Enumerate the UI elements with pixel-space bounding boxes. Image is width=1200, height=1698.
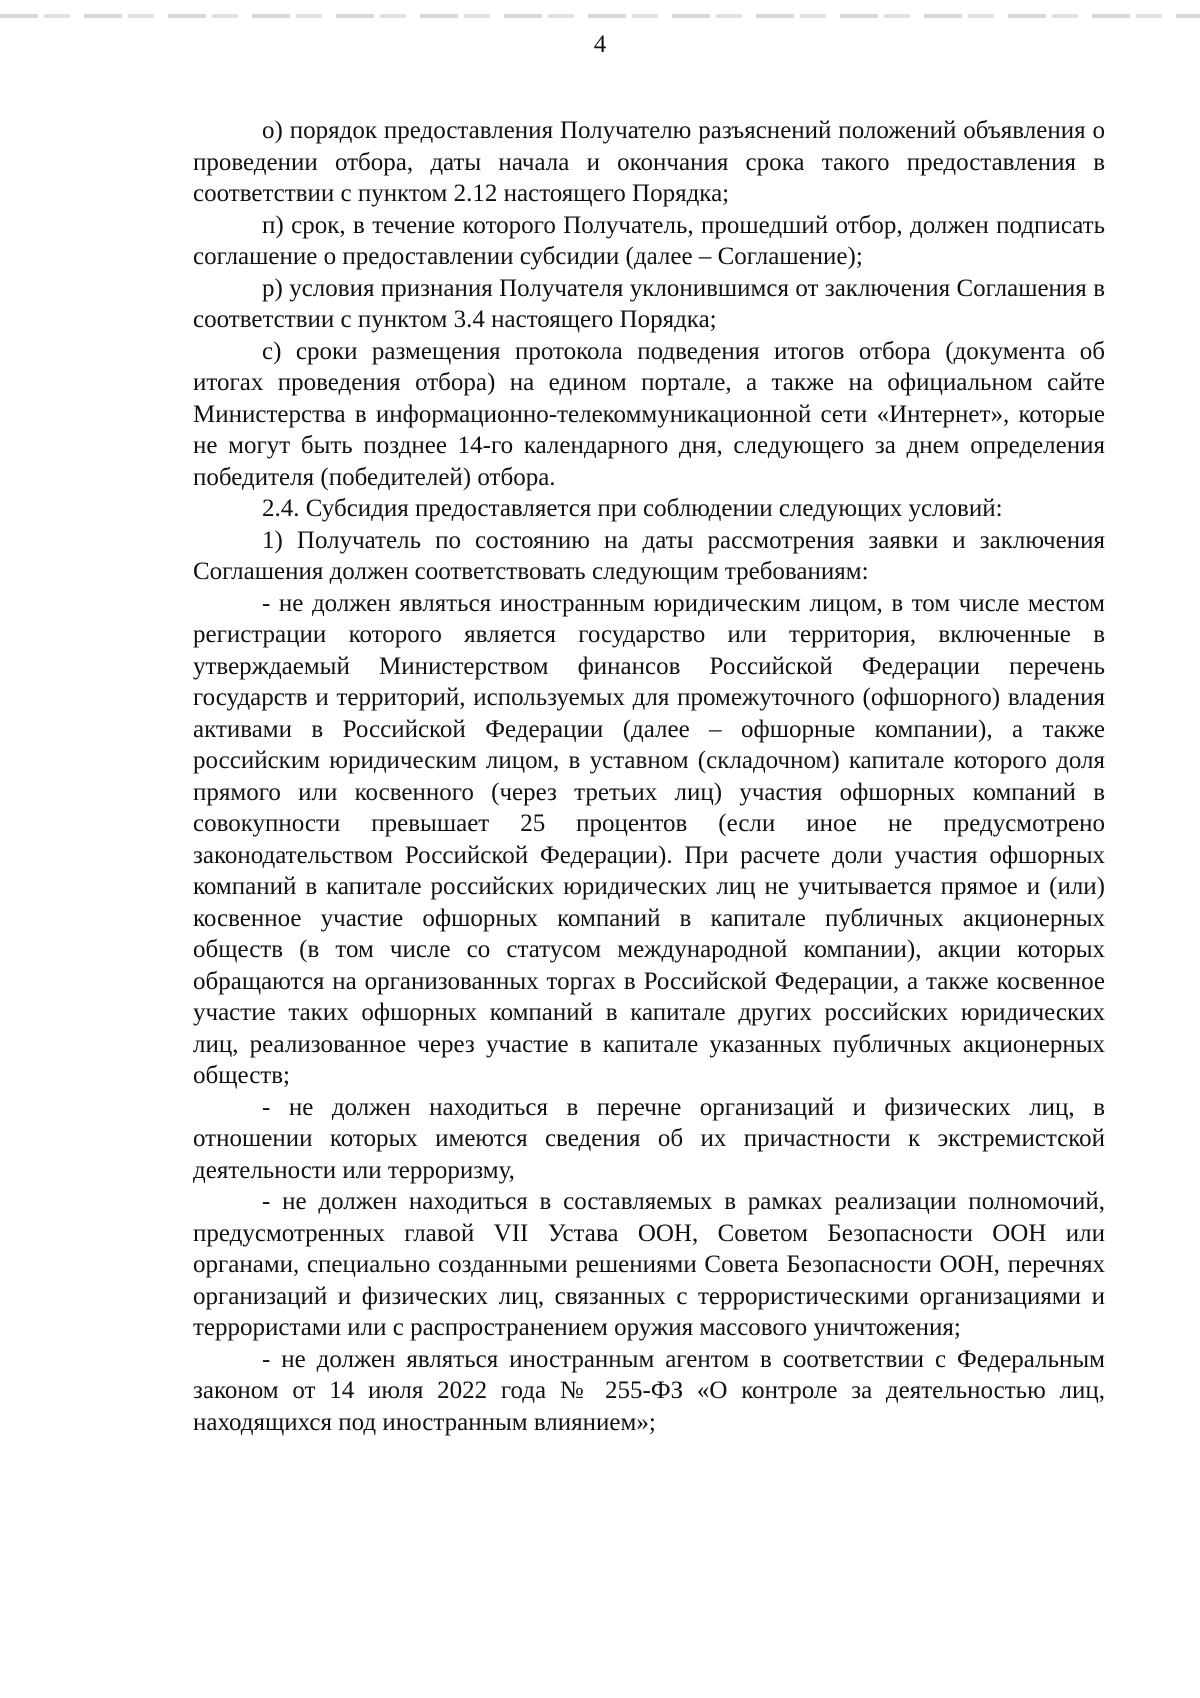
requirement-extremism-list: - не должен находиться в перечне организаций и физических лиц, в отношении которых имеются сведения об их причастности к экстремистской деятельности или терроризму, <box>193 1093 1105 1184</box>
requirement-offshore: - не должен являться иностранным юридическим лицом, в том числе местом регистрации которого является государство или территория, включенные в утверждаемый Министерством финансов Российской Федерации перечень государств и территорий, используемых для промежуточного (офшорного) владения активами в Российской Федерации (далее – офшорные компании), а также российским юридическим лицом, в уставном (складочном) капитале которого доля прямого или косвенного (через третьих лиц) участия офшорных компаний в совокупности превышает 25 процентов (если иное не предусмотрено законодательством Российской Федерации). При расчете доли участия офшорных компаний в капитале российских юридических лиц не учитывается прямое и (или) косвенное участие офшорных компаний в капитале публичных акционерных обществ (в том числе со статусом международной компании), акции которых обращаются на организованных торгах в Российской Федерации, а также косвенное участие таких офшорных компаний в капитале других российских юридических лиц, реализованное через участие в капитале указанных публичных акционерных обществ; <box>193 589 1105 1089</box>
paragraph-p: п) срок, в течение которого Получатель, прошедший отбор, должен подписать соглашение о предоставлении субсидии (далее – Соглашение); <box>193 211 1105 270</box>
paragraph-r: р) условия признания Получателя уклонившимся от заключения Соглашения в соответствии с пунктом 3.4 настоящего Порядка; <box>193 274 1105 333</box>
requirement-un-lists: - не должен находиться в составляемых в рамках реализации полномочий, предусмотренных главой VII Устава ООН, Советом Безопасности ООН или органами, специально созданными решениями Совета Безопасности ООН, перечнях организаций и физических лиц, связанных с террористическими организациями и террористами или с распространением оружия массового уничтожения; <box>193 1188 1105 1341</box>
scan-top-edge <box>0 14 1200 18</box>
requirement-foreign-agent: - не должен являться иностранным агентом в соответствии с Федеральным законом от 14 июля 2022 года № 255-ФЗ «О контроле за деятельностью лиц, находящихся под иностранным влиянием»; <box>193 1345 1105 1436</box>
paragraph-condition-1: 1) Получатель по состоянию на даты рассмотрения заявки и заключения Соглашения должен соответствовать следующим требованиям: <box>193 526 1105 585</box>
paragraph-o: о) порядок предоставления Получателю разъяснений положений объявления о проведении отбора, даты начала и окончания срока такого предоставления в соответствии с пунктом 2.12 настоящего Порядка; <box>193 117 1105 207</box>
document-body <box>193 115 1105 1438</box>
paragraph-2-4: 2.4. Субсидия предоставляется при соблюдении следующих условий: <box>262 495 1003 522</box>
paragraph-s: с) сроки размещения протокола подведения итогов отбора (документа об итогах проведения отбора) на едином портале, а также на официальном сайте Министерства в информационно-телекоммуникационной сети «Интернет», которые не могут быть позднее 14-го календарного дня, следующего за днем определения победителя (победителей) отбора. <box>193 337 1105 491</box>
page-number: 4 <box>593 31 607 58</box>
